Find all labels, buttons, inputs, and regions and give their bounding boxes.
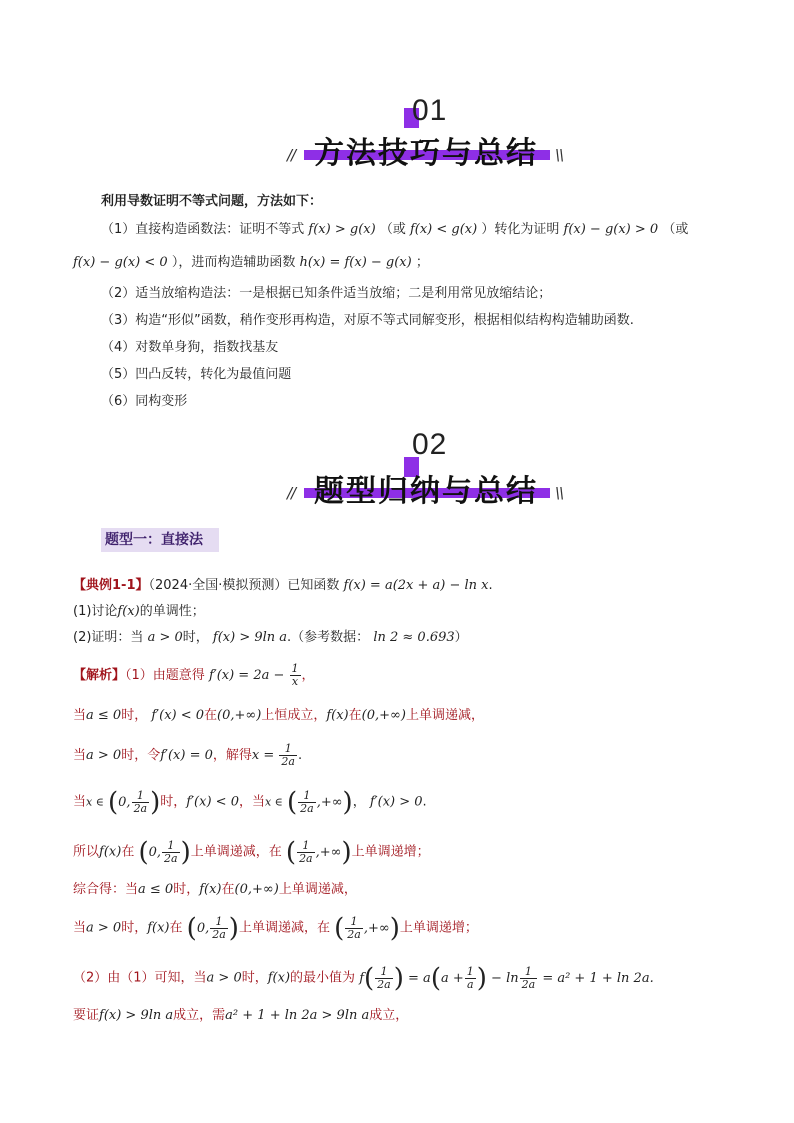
s8-f: f — [359, 970, 365, 986]
frac-1-over-2a — [162, 840, 180, 865]
s1-text: （1）由题意得 — [125, 668, 205, 683]
s5-d: 上单调递增； — [351, 844, 430, 860]
type-1-label: 题型一：直接法 — [101, 528, 219, 552]
frac-den: 2a — [347, 927, 361, 941]
s7-d: 上单调递减，在 — [238, 920, 330, 936]
example-function: f(x) = a(2x + a) − ln x — [343, 578, 489, 593]
solution-line-7: 当a > 0时，f(x)在 (0, $\frac{1}{2a}$ )上单调递减，在 ( $\frac{1}{2a}$ ,+∞)上单调递增； — [73, 913, 478, 943]
section2-left-slash: // — [287, 484, 296, 502]
s8-a-plus: a + — [440, 970, 464, 986]
s9-ineq: f(x) > 9ln a — [99, 1008, 174, 1023]
frac-1-over-2a — [132, 790, 150, 815]
s7-int1: 0, — [196, 920, 210, 936]
s9-a: 要证 — [73, 1008, 100, 1023]
q2-text: (2)证明：当 — [73, 630, 144, 645]
method-2: （2）适当放缩构造法：一是根据已知条件适当放缩；二是利用常见放缩结论； — [101, 286, 552, 301]
s4-int1: 0, — [118, 794, 131, 810]
s5-fx: f(x) — [99, 844, 122, 860]
s3-end: . — [297, 748, 303, 763]
section1-right-slash: \\ — [555, 146, 564, 164]
s2-g: 上单调递减， — [405, 708, 484, 723]
frac-den: 2a — [212, 927, 226, 941]
frac-num: 1 — [132, 790, 150, 803]
s3-x: x = — [251, 748, 275, 763]
s8-eq1: = a — [408, 970, 431, 986]
s5-int2: ,+∞ — [315, 844, 342, 860]
s6-fx: f(x) — [199, 882, 222, 897]
solution-line-2 — [73, 706, 484, 726]
s8-ln: − ln — [491, 970, 519, 986]
s8-b: 时， — [241, 970, 268, 986]
frac-1-over-x — [290, 663, 301, 688]
example-tag: 【典例1-1】 — [73, 578, 149, 593]
frac-1-over-2a — [297, 840, 315, 865]
s9-c: 成立， — [369, 1008, 409, 1023]
intro-text: 利用导数证明不等式问题，方法如下： — [101, 194, 323, 209]
frac-num: 1 — [520, 966, 538, 979]
frac-1-over-2a — [279, 743, 297, 768]
s4-x1: x ∈ — [86, 795, 104, 809]
frac-num: 1 — [466, 964, 474, 978]
s8-cond: a > 0 — [206, 970, 242, 986]
method-1-text-c: ）转化为证明 — [481, 222, 560, 237]
s7-cond: a > 0 — [86, 920, 122, 936]
s5-a: 所以 — [73, 844, 100, 860]
frac-1-over-2a — [520, 966, 538, 991]
formula-h-def: h(x) = f(x) − g(x) — [299, 255, 412, 270]
s2-a: 当 — [73, 708, 87, 723]
s7-b: 时， — [121, 920, 148, 936]
example-header — [73, 576, 493, 596]
frac-den: 2a — [133, 801, 148, 815]
solution-line-1 — [73, 662, 315, 690]
section1-title: 方法技巧与总结 — [314, 136, 538, 171]
frac-den: 2a — [300, 801, 314, 815]
section1-left-slash: // — [287, 146, 296, 164]
s7-e: 上单调递增； — [399, 920, 478, 936]
solution-line-5: 所以f(x)在 (0, $\frac{1}{2a}$ )上单调递减，在 ( $\frac{1}{2a}$ ,+∞)上单调递增； — [73, 837, 430, 867]
frac-num: 1 — [279, 743, 297, 756]
s1-deriv: f′(x) = 2a − — [208, 668, 285, 683]
solution-line-6 — [73, 880, 357, 900]
section1-number: 01 — [412, 94, 448, 127]
frac-num: 1 — [297, 840, 315, 853]
s2-f: 在 — [348, 708, 362, 723]
q2-ineq: f(x) > 9ln a — [212, 630, 288, 645]
formula-diff-lt0: f(x) − g(x) < 0 — [73, 255, 168, 270]
s3-c: f′(x) = 0 — [160, 748, 213, 763]
solution-line-4: 当x ∈ (0, $\frac{1}{2a}$ )时，f′(x) < 0，当x ∈ ( $\frac{1}{2a}$ ,+∞)， f′(x) > 0. — [73, 787, 427, 817]
s4-f: f′(x) > 0 — [369, 794, 423, 810]
solution-line-3 — [73, 742, 302, 770]
frac-den: 2a — [377, 977, 391, 991]
example-end: . — [488, 578, 493, 593]
s3-d: ，解得 — [212, 748, 252, 763]
method-1-text-b: （或 — [379, 222, 406, 237]
formula-f-gt-g: f(x) > g(x) — [308, 222, 376, 237]
s4-b: 时， — [160, 794, 187, 810]
s4-c: f′(x) < 0 — [186, 794, 239, 810]
s4-a: 当 — [73, 794, 87, 810]
solution-line-8: （2）由（1）可知，当a > 0时，f(x)的最小值为 f( $\frac{1}{2a}$ ) = a(a + $\frac{1}{a}$ ) − ln $\frac{1}{2a}$ = a² + 1 + ln 2a. — [73, 963, 654, 993]
s6-a: 综合得：当 — [73, 882, 139, 897]
s4-end: . — [422, 794, 427, 810]
s5-c: 上单调递减，在 — [190, 844, 282, 860]
question-2 — [73, 628, 468, 648]
method-1-text-d: （或 — [662, 222, 689, 237]
frac-1-over-2a — [345, 916, 363, 941]
section2-right-slash: \\ — [555, 484, 564, 502]
s3-a: 当 — [73, 748, 87, 763]
frac-1-over-2a — [210, 916, 228, 941]
s7-int2: ,+∞ — [363, 920, 390, 936]
s2-b: 时， — [121, 708, 148, 723]
s2-int-2: (0,+∞) — [361, 708, 406, 723]
frac-num: 1 — [291, 662, 299, 675]
s6-int: (0,+∞) — [234, 882, 279, 897]
method-1-line-1 — [101, 220, 688, 240]
frac-den: 2a — [164, 851, 178, 865]
formula-f-lt-g: f(x) < g(x) — [409, 222, 478, 237]
s8-eq2: = a² + 1 + ln 2a — [542, 970, 650, 986]
s1-end: ， — [301, 668, 315, 683]
s2-e: 上恒成立， — [261, 708, 327, 723]
s8-fx: f(x) — [267, 970, 291, 986]
s5-b: 在 — [121, 844, 135, 860]
frac-den: x — [291, 675, 299, 688]
s7-c: 在 — [169, 920, 183, 936]
s2-fx: f(x) — [326, 708, 349, 723]
s7-fx: f(x) — [147, 920, 170, 936]
method-1-text-e: ），进而构造辅助函数 — [171, 255, 296, 270]
s2-cond: a ≤ 0 — [86, 708, 122, 723]
s4-e: ， — [352, 794, 366, 810]
section2-title: 题型归纳与总结 — [314, 474, 538, 509]
frac-num: 1 — [375, 966, 393, 979]
example-source: （2024·全国·模拟预测）已知函数 — [148, 578, 340, 593]
s4-int2: ,+∞ — [316, 794, 343, 810]
frac-num: 1 — [162, 840, 180, 853]
method-5: （5）凹凸反转，转化为最值问题 — [101, 367, 292, 382]
q2-close: ） — [454, 630, 468, 645]
s2-c: f′(x) < 0 — [151, 708, 205, 723]
frac-num: 1 — [345, 916, 363, 929]
section2-number: 02 — [412, 428, 448, 461]
q1-fx: f(x) — [117, 604, 140, 619]
s9-ineq2: a² + 1 + ln 2a > 9ln a — [225, 1008, 370, 1023]
frac-den: a — [466, 977, 474, 991]
frac-1-over-2a — [298, 790, 316, 815]
frac-1-over-a — [465, 966, 476, 991]
question-1 — [73, 602, 205, 622]
s8-end: . — [649, 970, 654, 986]
method-1-text-a: （1）直接构造函数法：证明不等式 — [101, 222, 305, 237]
s4-d: ，当 — [238, 794, 265, 810]
q2-mid: 时， — [182, 630, 209, 645]
method-1-text-f: ； — [415, 255, 429, 270]
s7-a: 当 — [73, 920, 87, 936]
s8-a: （2）由（1）可知，当 — [73, 970, 207, 986]
q2-end: .（参考数据： — [287, 630, 370, 645]
frac-den: 2a — [281, 755, 295, 768]
s3-b: 时，令 — [121, 748, 161, 763]
s6-c: 在 — [221, 882, 235, 897]
s9-b: 成立，需 — [173, 1008, 226, 1023]
solution-line-9 — [73, 1006, 408, 1026]
s2-d: 在 — [204, 708, 218, 723]
s2-int: (0,+∞) — [217, 708, 262, 723]
method-3: （3）构造“形似”函数，稍作变形再构造，对原不等式同解变形，根据相似结构构造辅助函数. — [101, 313, 634, 328]
s3-cond: a > 0 — [86, 748, 122, 763]
s8-c: 的最小值为 — [290, 970, 356, 986]
solution-tag: 【解析】 — [73, 668, 126, 683]
s4-x2: x ∈ — [264, 795, 283, 809]
s5-int1: 0, — [148, 844, 162, 860]
s6-b: 时， — [173, 882, 200, 897]
frac-den: 2a — [521, 977, 536, 991]
frac-num: 1 — [298, 790, 316, 803]
frac-num: 1 — [210, 916, 228, 929]
frac-den: 2a — [299, 851, 313, 865]
method-1-line-2 — [73, 253, 429, 273]
method-4: （4）对数单身狗，指数找基友 — [101, 340, 279, 355]
formula-diff-gt0: f(x) − g(x) > 0 — [563, 222, 659, 237]
frac-1-over-2a — [375, 966, 393, 991]
q2-cond: a > 0 — [147, 630, 183, 645]
s6-d: 上单调递减， — [278, 882, 357, 897]
q2-ref: ln 2 ≈ 0.693 — [373, 630, 455, 645]
s6-cond: a ≤ 0 — [138, 882, 174, 897]
q1-end: 的单调性； — [139, 604, 205, 619]
q1-text: (1)讨论 — [73, 604, 118, 619]
method-6: （6）同构变形 — [101, 394, 188, 409]
